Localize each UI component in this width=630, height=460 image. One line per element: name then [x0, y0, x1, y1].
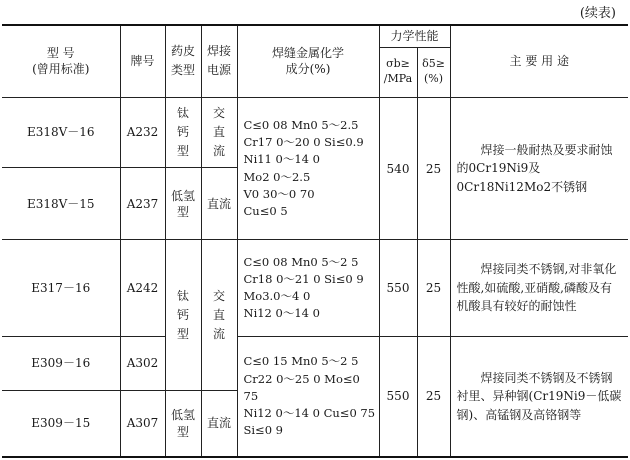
composition-cell: C≤0 08 Mn0 5～2 5 Cr18 0～21 0 Si≤0 9 Mo3.0～4 0 Ni12 0～14 0: [237, 240, 379, 336]
brand-cell: A237: [120, 168, 165, 240]
table-row: [2, 240, 628, 336]
model-cell: E317－16: [2, 240, 120, 336]
brand-cell: A242: [120, 240, 165, 336]
continued-label: (续表): [579, 6, 616, 21]
model-cell: E318V－16: [2, 97, 120, 167]
composition-cell: C≤0 08 Mn0 5～2.5 Cr17 0～20 0 Si≤0.9 Ni11 0～14 0 Mo2 0～2.5 V0 30～0 70 Cu≤0 5: [237, 97, 379, 240]
header-coating: 药皮 类型: [165, 25, 201, 97]
table-row: [2, 336, 628, 390]
coating-cell: 低氢 型: [165, 168, 201, 240]
header-use: 主 要 用 途: [450, 25, 628, 97]
sigma-b-cell: 540: [379, 97, 417, 240]
power-cell: 交 直 流: [201, 97, 237, 167]
power-cell: 交 直 流: [201, 240, 237, 391]
coating-cell: 钛 钙 型: [165, 97, 201, 167]
sigma-b-cell: 550: [379, 336, 417, 457]
delta5-cell: 25: [417, 336, 450, 457]
coating-cell: 钛 钙 型: [165, 240, 201, 391]
model-cell: E309－15: [2, 391, 120, 457]
power-cell: 直流: [201, 168, 237, 240]
delta5-cell: 25: [417, 240, 450, 336]
header-model: [2, 25, 120, 97]
brand-cell: A232: [120, 97, 165, 167]
header-mech: 力学性能: [379, 25, 450, 47]
delta5-cell: 25: [417, 97, 450, 240]
table-row: [2, 97, 628, 167]
header-sigma-b: σb≥ /MPa: [379, 47, 417, 97]
header-power: 焊接 电源: [201, 25, 237, 97]
brand-cell: A307: [120, 391, 165, 457]
coating-cell: 低氢 型: [165, 391, 201, 457]
composition-cell: C≤0 15 Mn0 5～2 5 Cr22 0～25 0 Mo≤0 75 Ni12 0～14 0 Cu≤0 75 Si≤0 9: [237, 336, 379, 457]
electrode-spec-table: [2, 24, 628, 458]
use-cell: 焊接同类不锈钢及不锈钢衬里、异种钢(Cr19Ni9－低碳钢)、高锰钢及高铬钢等: [450, 336, 628, 457]
sigma-b-cell: 550: [379, 240, 417, 336]
header-model-label: 型 号: [46, 46, 75, 61]
brand-cell: A302: [120, 336, 165, 390]
header-chem: 焊缝金属化学 成分(%): [237, 25, 379, 97]
model-cell: E309－16: [2, 336, 120, 390]
use-cell: 焊接同类不锈钢,对非氧化性酸,如硫酸,亚硝酸,磷酸及有机酸具有较好的耐蚀性: [450, 240, 628, 336]
use-cell: 焊接一般耐热及要求耐蚀的0Cr19Ni9及0Cr18Ni12Mo2不锈钢: [450, 97, 628, 240]
header-model-sub: (曾用标准): [32, 62, 90, 77]
header-brand: 牌号: [120, 25, 165, 97]
power-cell: 直流: [201, 391, 237, 457]
header-delta5: δ5≥ (%): [417, 47, 450, 97]
model-cell: E318V－15: [2, 168, 120, 240]
